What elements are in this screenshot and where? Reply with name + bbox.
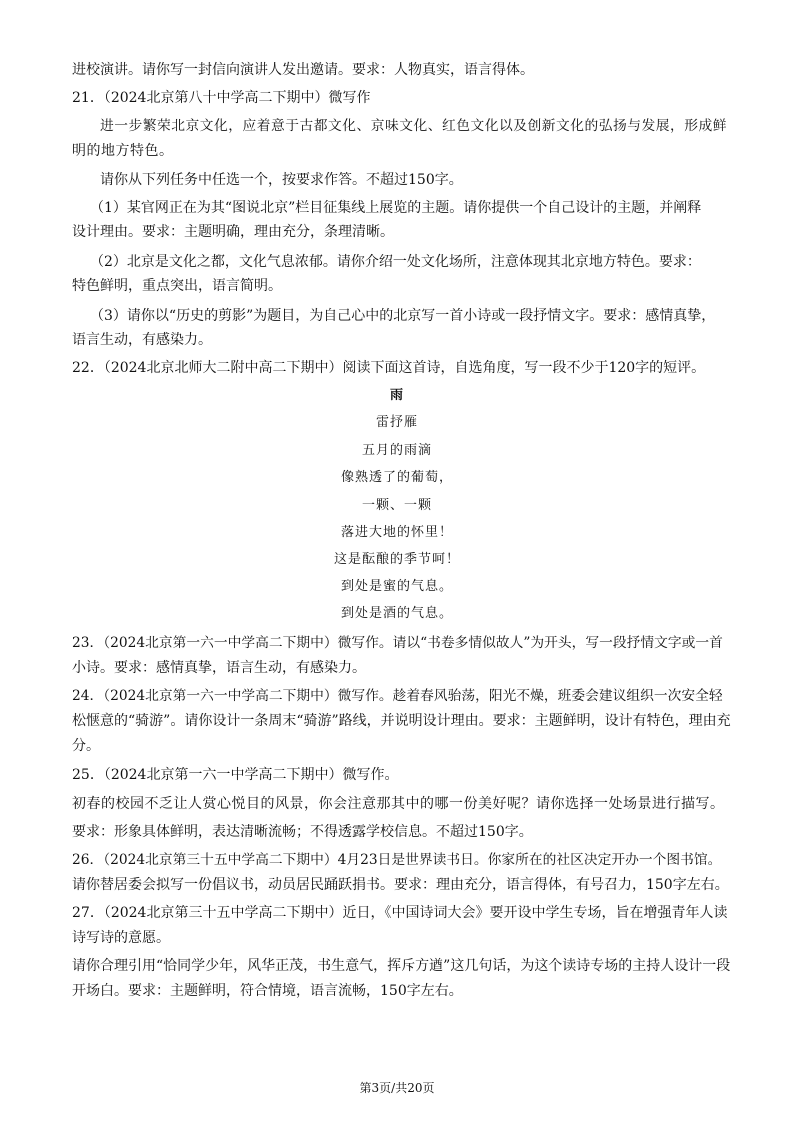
question-23-cont: 小诗。要求：感情真挚，语言生动，有感染力。 <box>72 660 366 676</box>
question-21-instruction: 请你从下列任务中任选一个，按要求作答。不超过150字。 <box>100 172 463 188</box>
question-21-heading: 21．（2024北京第八十中学高二下期中）微写作 <box>72 90 371 106</box>
question-21-intro: 进一步繁荣北京文化，应着意于古都文化、京味文化、红色文化以及创新文化的弘扬与发展，形成鲜 <box>100 118 728 134</box>
question-27-cont: 诗写诗的意愿。 <box>72 930 170 946</box>
question-25-heading: 25．（2024北京第一六一中学高二下期中）微写作。 <box>72 767 399 783</box>
poem-line: 到处是蜜的气息。 <box>340 579 453 594</box>
question-24-cont: 松惬意的“骑游”。请你设计一条周末“骑游”路线，并说明设计理由。要求：主题鲜明，设计有特色，理由充 <box>72 713 731 729</box>
task-2: （2）北京是文化之都，文化气息浓郁。请你介绍一处文化场所，注意体现其北京地方特色。要求： <box>90 254 701 270</box>
poem-line: 落进大地的怀里！ <box>340 525 453 540</box>
question-26: 26．（2024北京第三十五中学高二下期中）4月23日是世界读书日。你家所在的社区决定开办一个图书馆。 <box>72 852 722 868</box>
question-26-cont: 请你替居委会拟写一份倡议书，动员居民踊跃捐书。要求：理由充分，语言得体，有号召力，150字左右。 <box>72 877 729 893</box>
poem-line: 到处是酒的气息。 <box>340 606 453 621</box>
question-23: 23．（2024北京第一六一中学高二下期中）微写作。请以“书卷多情似故人”为开头，写一段抒情文字或一首 <box>72 635 723 651</box>
page-number: 第3页/共20页 <box>359 1081 435 1095</box>
poem-title: 雨 <box>389 388 404 403</box>
question-25-requirement: 要求：形象具体鲜明，表达清晰流畅；不得透露学校信息。不超过150字。 <box>72 824 533 840</box>
poem-line: 一颗、一颗 <box>361 498 432 513</box>
poem-author: 雷抒雁 <box>375 415 418 430</box>
poem-line: 像熟透了的葡萄， <box>340 470 453 485</box>
task-1: （1）某官网正在为其“图说北京”栏目征集线上展览的主题。请你提供一个自己设计的主题，并阐释 <box>90 200 702 216</box>
question-25-prompt: 初春的校园不乏让人赏心悦目的风景，你会注意那其中的哪一份美好呢？请你选择一处场景进行描写。 <box>72 796 725 812</box>
question-22-heading: 22．（2024北京北师大二附中高二下期中）阅读下面这首诗，自选角度，写一段不少于120字的短评。 <box>72 360 706 376</box>
question-27-task: 请你合理引用“恰同学少年，风华正茂，书生意气，挥斥方遒”这几句话，为这个读诗专场的主持人设计一段 <box>72 958 731 974</box>
task-3-cont: 语言生动，有感染力。 <box>72 332 212 348</box>
task-1-cont: 设计理由。要求：主题明确，理由充分，条理清晰。 <box>72 224 394 240</box>
question-27: 27．（2024北京第三十五中学高二下期中）近日，《中国诗词大会》要开设中学生专场，旨在增强青年人读 <box>72 905 728 921</box>
question-24-cont: 分。 <box>72 738 100 754</box>
question-21-intro-cont: 明的地方特色。 <box>72 143 174 159</box>
text-line: 进校演讲。请你写一封信向演讲人发出邀请。要求：人物真实，语言得体。 <box>72 62 534 78</box>
task-2-cont: 特色鲜明，重点突出，语言简明。 <box>72 278 282 294</box>
question-27-task-cont: 开场白。要求：主题鲜明，符合情境，语言流畅，150字左右。 <box>72 983 463 999</box>
question-24: 24．（2024北京第一六一中学高二下期中）微写作。趁着春风骀荡，阳光不燥，班委会建议组织一次安全轻 <box>72 688 723 704</box>
poem-line: 这是酝酿的季节呵！ <box>333 552 460 567</box>
task-3: （3）请你以“历史的剪影”为题目，为自己心中的北京写一首小诗或一段抒情文字。要求：感情真挚， <box>90 308 716 324</box>
poem-line: 五月的雨滴 <box>361 443 432 458</box>
